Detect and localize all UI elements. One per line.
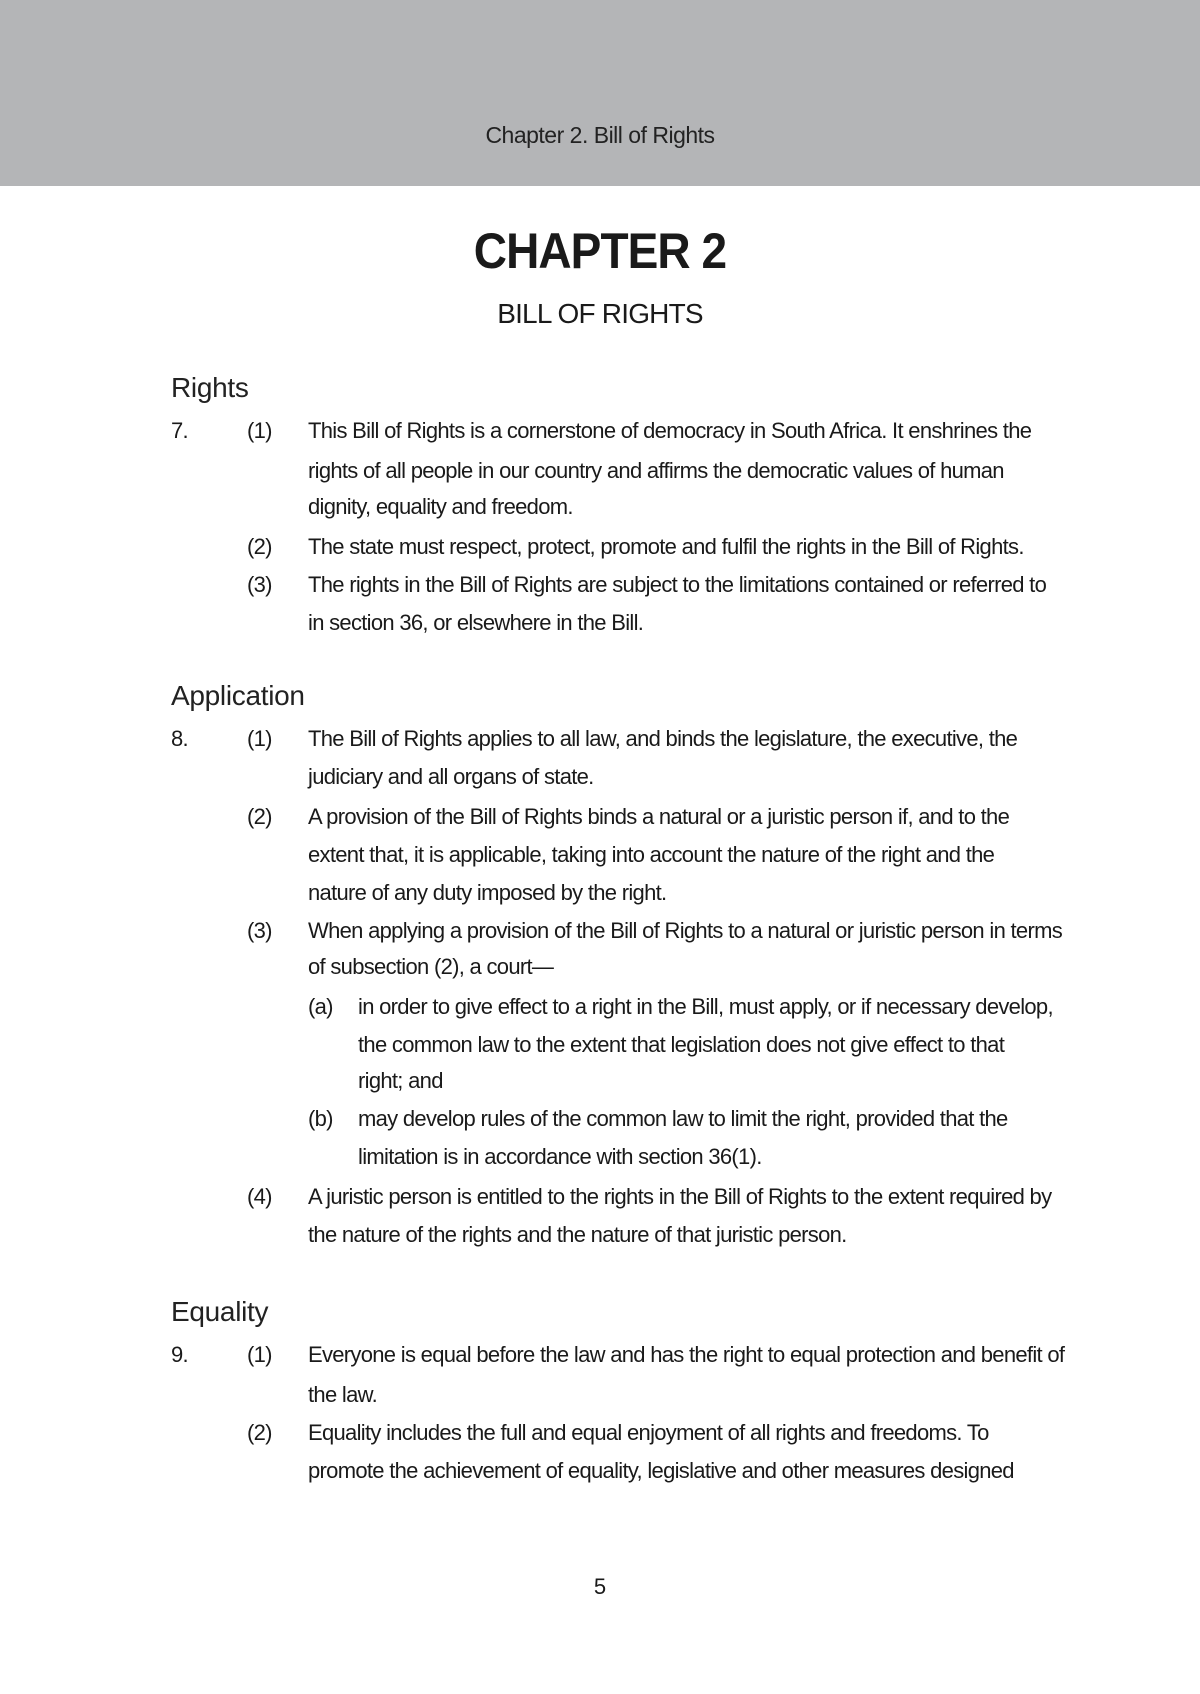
- subsection-label: (1): [247, 726, 272, 751]
- clause-text: in order to give effect to a right in the Bill, must apply, or if necessary develop,: [358, 994, 1053, 1019]
- provision-text: Equality includes the full and equal enjoyment of all rights and freedoms. To: [308, 1420, 989, 1445]
- provision-text: judiciary and all organs of state.: [308, 764, 594, 789]
- chapter-subtitle: BILL OF RIGHTS: [497, 298, 703, 329]
- section-heading: Application: [171, 680, 305, 711]
- provision-text: The rights in the Bill of Rights are subject to the limitations contained or referred to: [308, 572, 1047, 597]
- clause-text: right; and: [358, 1068, 443, 1093]
- subsection-label: (1): [247, 418, 272, 443]
- section-number: 8.: [171, 726, 188, 751]
- clause-text: the common law to the extent that legislation does not give effect to that: [358, 1032, 1005, 1057]
- provision-text: A provision of the Bill of Rights binds a natural or a juristic person if, and to the: [308, 804, 1010, 829]
- subsection-label: (2): [247, 534, 272, 559]
- provision-text: This Bill of Rights is a cornerstone of democracy in South Africa. It enshrines the: [308, 418, 1032, 443]
- provision-text: of subsection (2), a court—: [308, 954, 554, 979]
- provision-text: A juristic person is entitled to the rights in the Bill of Rights to the extent required by: [308, 1184, 1052, 1209]
- provision-text: the nature of the rights and the nature of that juristic person.: [308, 1222, 847, 1247]
- provision-text: nature of any duty imposed by the right.: [308, 880, 667, 905]
- clause-label: (b): [308, 1106, 333, 1131]
- provision-text: dignity, equality and freedom.: [308, 494, 573, 519]
- clause-text: may develop rules of the common law to limit the right, provided that the: [358, 1106, 1008, 1131]
- provision-text: promote the achievement of equality, legislative and other measures designed: [308, 1458, 1014, 1483]
- provision-text: The state must respect, protect, promote and fulfil the rights in the Bill of Rights.: [308, 534, 1024, 559]
- section-heading: Rights: [171, 372, 249, 403]
- subsection-label: (4): [247, 1184, 272, 1209]
- subsection-label: (1): [247, 1342, 272, 1367]
- header-band: [0, 0, 1200, 186]
- clause-text: limitation is in accordance with section 36(1).: [358, 1144, 762, 1169]
- provision-text: Everyone is equal before the law and has the right to equal protection and benefit of: [308, 1342, 1065, 1367]
- chapter-title: CHAPTER 2: [473, 223, 727, 279]
- provision-text: When applying a provision of the Bill of Rights to a natural or juristic person in terms: [308, 918, 1063, 943]
- page-number: 5: [593, 1574, 607, 1599]
- provision-text: extent that, it is applicable, taking into account the nature of the right and the: [308, 842, 995, 867]
- provision-text: The Bill of Rights applies to all law, and binds the legislature, the executive, the: [308, 726, 1018, 751]
- subsection-label: (2): [247, 804, 272, 829]
- provision-text: the law.: [308, 1382, 378, 1407]
- provision-text: in section 36, or elsewhere in the Bill.: [308, 610, 644, 635]
- subsection-label: (3): [247, 918, 272, 943]
- section-number: 7.: [171, 418, 188, 443]
- provision-text: rights of all people in our country and affirms the democratic values of human: [308, 458, 1004, 483]
- subsection-label: (2): [247, 1420, 272, 1445]
- section-number: 9.: [171, 1342, 188, 1367]
- clause-label: (a): [308, 994, 333, 1019]
- running-head: Chapter 2. Bill of Rights: [485, 122, 715, 148]
- subsection-label: (3): [247, 572, 272, 597]
- section-heading: Equality: [171, 1296, 269, 1327]
